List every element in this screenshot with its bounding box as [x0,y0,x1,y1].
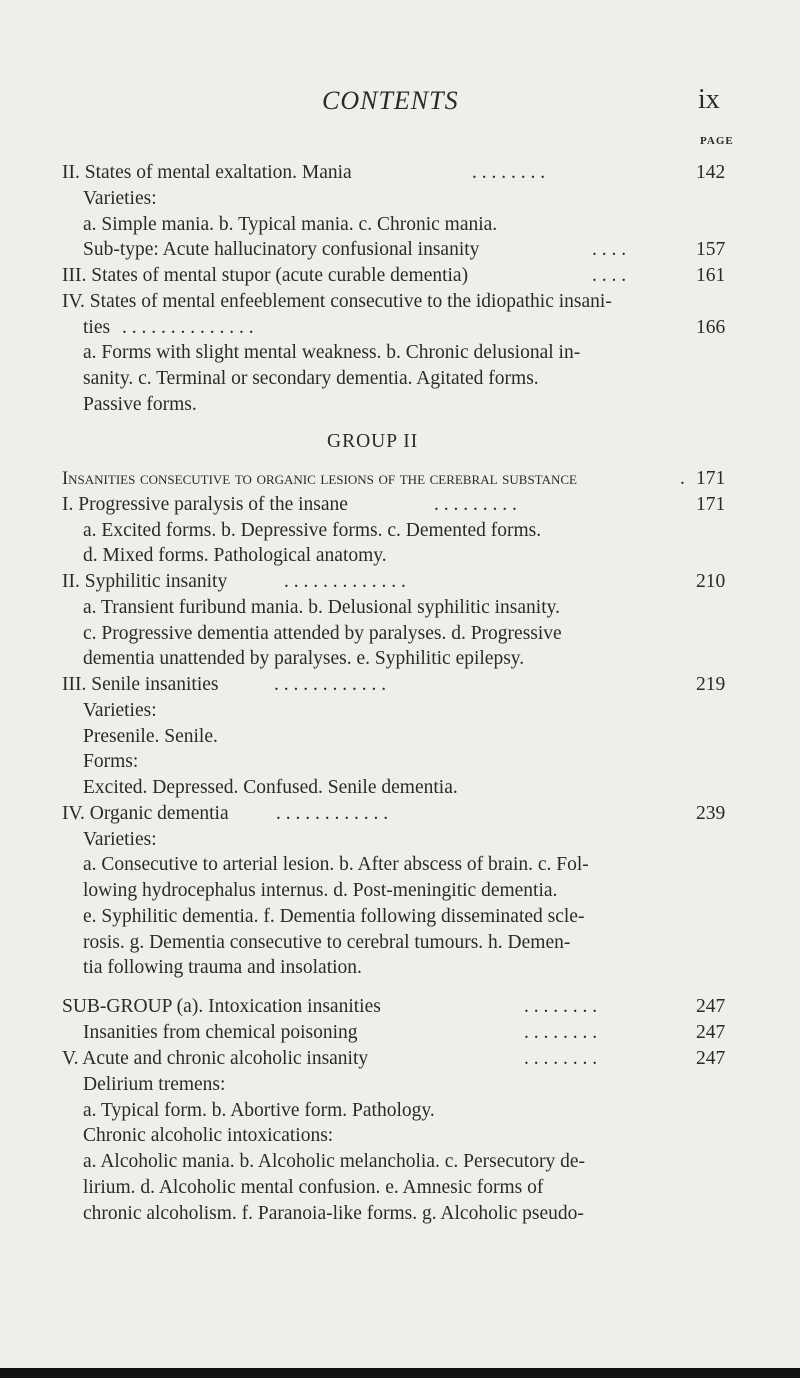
toc-entry [0,595,740,621]
toc-entry [0,1046,740,1072]
toc-entry-text: e. Syphilitic dementia. f. Dementia following disseminated scle- [83,906,585,927]
toc-entry-page: 247 [696,1048,726,1069]
toc-entry-text: Varieties: [83,829,157,850]
toc-entry-page: 142 [696,162,726,183]
toc-entry-text: Sub-type: Acute hallucinatory confusional insanity [83,239,480,260]
page-number: ix [698,84,720,115]
toc-entry-text: rosis. g. Dementia consecutive to cerebral tumours. h. Demen- [83,932,571,953]
toc-entry [0,1072,740,1098]
toc-entry-leader: . . . . . . . . . [434,494,517,515]
toc-entry-text: II. Syphilitic insanity [62,571,228,592]
toc-entry [0,852,740,878]
toc-entry-text: d. Mixed forms. Pathological anatomy. [83,545,387,566]
toc-entry-leader: . . . . . . . . . . . . . . [122,317,254,338]
toc-entry-page: 247 [696,1022,726,1043]
toc-entry-text: lirium. d. Alcoholic mental confusion. e. Amnesic forms of [83,1177,544,1198]
toc-entry [0,340,740,366]
toc-entry-leader: . . . . . . . . [524,996,598,1017]
toc-entry-text: Excited. Depressed. Confused. Senile dementia. [83,777,458,798]
toc-entry-text: III. Senile insanities [62,674,219,695]
toc-entry [0,749,740,775]
toc-entry [0,212,740,238]
toc-entry-leader: . . . . . . . . [472,162,546,183]
toc-entry-text: tia following trauma and insolation. [83,957,362,978]
toc-entry-leader: . . . . . . . . . . . . [276,803,389,824]
toc-entry-text: a. Simple mania. b. Typical mania. c. Chronic mania. [83,214,498,235]
toc-entry [0,518,740,544]
toc-entry-page: 239 [696,803,726,824]
toc-entry-text: a. Typical form. b. Abortive form. Pathology. [83,1100,435,1121]
toc-entry-page: 157 [696,239,726,260]
toc-entry-leader: . [680,468,685,489]
toc-entry [0,392,740,418]
toc-entry-page: 219 [696,674,726,695]
toc-entry [0,1123,740,1149]
toc-entry-text: Varieties: [83,188,157,209]
toc-entry [0,186,740,212]
toc-entry-text: IV. Organic dementia [62,803,229,824]
toc-entry [0,646,740,672]
group-heading [0,429,740,455]
toc-entry [0,1098,740,1124]
toc-entry [0,289,740,315]
page-column-label: PAGE [700,135,734,147]
toc-entry-text: IV. States of mental enfeeblement consecutive to the idiopathic insani- [62,291,612,312]
toc-entry-text: Insanities consecutive to organic lesions of the cerebral substance [62,469,577,489]
toc-entry-text: III. States of mental stupor (acute curable dementia) [62,265,469,286]
toc-entry [0,160,740,186]
toc-entry-text: Chronic alcoholic intoxications: [83,1125,334,1146]
toc-entry [0,569,740,595]
toc-entry [0,1149,740,1175]
toc-entry-text: Forms: [83,751,139,772]
toc-entry [0,955,740,981]
toc-entry [0,466,740,492]
toc-entry [0,827,740,853]
toc-entry [0,621,740,647]
toc-entry [0,543,740,569]
toc-entry-text: chronic alcoholism. f. Paranoia-like forms. g. Alcoholic pseudo- [83,1203,584,1224]
scan-edge-bar [0,1368,800,1378]
toc-entry [0,263,740,289]
toc-entry-leader: . . . . [592,265,627,286]
toc-entry [0,1201,740,1227]
toc-entry-text: Varieties: [83,700,157,721]
toc-entry-text: V. Acute and chronic alcoholic insanity [62,1048,369,1069]
toc-entry-text: a. Forms with slight mental weakness. b. Chronic delusional in- [83,342,581,363]
toc-entry [0,904,740,930]
running-head [0,86,800,116]
toc-entry-leader: . . . . [592,239,627,260]
toc-entry-text: I. Progressive paralysis of the insane [62,494,348,515]
toc-entry-text: Presenile. Senile. [83,726,218,747]
toc-entry [0,801,740,827]
toc-entry [0,1175,740,1201]
toc-entry-page: 247 [696,996,726,1017]
running-head-title: CONTENTS [322,86,459,115]
toc-entry [0,724,740,750]
toc-entry-page: 171 [696,494,726,515]
toc-entry-text: c. Progressive dementia attended by paralyses. d. Progressive [83,623,562,644]
toc-entry-page: 166 [696,317,726,338]
toc-entry-text: a. Alcoholic mania. b. Alcoholic melancholia. c. Persecutory de- [83,1151,585,1172]
toc-entry-text: a. Consecutive to arterial lesion. b. After abscess of brain. c. Fol- [83,854,589,875]
toc-entry-page: 161 [696,265,726,286]
toc-entry-page: 210 [696,571,726,592]
toc-entry-text: ties [83,317,111,338]
toc-entry-text: Insanities from chemical poisoning [83,1022,358,1043]
toc-entry-text: dementia unattended by paralyses. e. Syphilitic epilepsy. [83,648,525,669]
toc-entry-text: Delirium tremens: [83,1074,226,1095]
toc-entry-leader: . . . . . . . . . . . . . [284,571,406,592]
toc-entry-text: II. States of mental exaltation. Mania [62,162,352,183]
toc-entry-text: sanity. c. Terminal or secondary dementia. Agitated forms. [83,368,539,389]
toc-entry [0,492,740,518]
toc-entry [0,672,740,698]
toc-entry-text: SUB-GROUP (a). Intoxication insanities [62,996,381,1017]
toc-entry-text: a. Excited forms. b. Depressive forms. c. Demented forms. [83,520,542,541]
toc-entry-page: 171 [696,468,726,489]
toc-entry-leader: . . . . . . . . . . . . [274,674,387,695]
toc-entry [0,1020,740,1046]
toc-entry-text: a. Transient furibund mania. b. Delusional syphilitic insanity. [83,597,560,618]
toc-entry [0,878,740,904]
toc-entry [0,366,740,392]
toc-entry-leader: . . . . . . . . [524,1048,598,1069]
toc-entry [0,315,740,341]
toc-entry-leader: . . . . . . . . [524,1022,598,1043]
toc-entry [0,775,740,801]
toc-entry-text: lowing hydrocephalus internus. d. Post-meningitic dementia. [83,880,558,901]
toc-entry [0,237,740,263]
toc-entry [0,994,740,1020]
toc-entry [0,698,740,724]
toc-entry [0,930,740,956]
group-heading-text: GROUP II [327,431,419,452]
toc-entry-text: Passive forms. [83,394,197,415]
